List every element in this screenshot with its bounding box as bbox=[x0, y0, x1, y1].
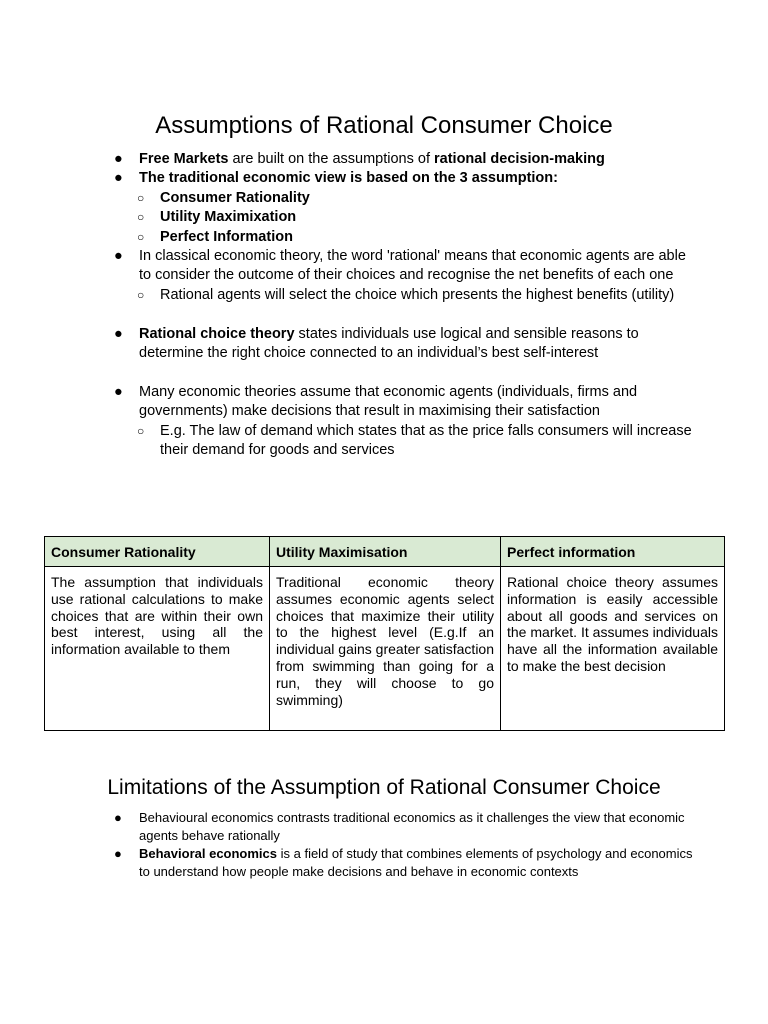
spacer bbox=[114, 305, 694, 324]
sub-bullet-icon: ○ bbox=[137, 210, 145, 225]
sub-list-item bbox=[114, 286, 694, 305]
bold-text: Behavioral economics bbox=[139, 846, 277, 861]
sub-list-item bbox=[114, 422, 694, 461]
table-cell: Traditional economic theory assumes economic agents select choices that maximize their utility to the highest level (E.g.If an individual gains greater satisfaction from swimming than going for a run, they will choose to go swimming) bbox=[270, 567, 501, 731]
text: In classical economic theory, the word 'rational' means that economic agents are able to consider the outcome of their choices and recognise the net benefits of each one bbox=[139, 248, 686, 284]
table-cell: Rational choice theory assumes information is easily accessible about all goods and services on the market. It assumes individuals have all the information available to make the best decision bbox=[501, 567, 725, 731]
bold-text: The traditional economic view is based on the 3 assumption: bbox=[139, 170, 558, 187]
text: are built on the assumptions of bbox=[228, 151, 435, 167]
section-title: Limitations of the Assumption of Rational Consumer Choice bbox=[107, 776, 661, 799]
bullet-icon: ● bbox=[114, 248, 123, 265]
sub-bullet-icon: ○ bbox=[137, 229, 145, 244]
bold-text: Free Markets bbox=[139, 151, 229, 167]
table-header-cell: Consumer Rationality bbox=[45, 537, 270, 567]
sub-list bbox=[114, 189, 694, 247]
table-header-cell: Utility Maximisation bbox=[270, 537, 501, 567]
sub-list-item bbox=[114, 208, 694, 227]
bullet-icon: ● bbox=[114, 846, 122, 861]
bullet-icon: ● bbox=[114, 170, 123, 187]
text: E.g. The law of demand which states that as the price falls consumers will increase their demand for goods and services bbox=[160, 422, 692, 459]
bullet-icon: ● bbox=[114, 810, 122, 825]
text: states individuals use logical and sensible reasons to determine the right choice connected to an individual’s best self-interest bbox=[139, 325, 639, 362]
sub-bullet-icon: ○ bbox=[137, 287, 145, 302]
sub-list bbox=[114, 422, 694, 461]
table-cell: The assumption that individuals use rational calculations to make choices that are within their own best interest, using all the information available to them bbox=[45, 567, 270, 731]
list-item bbox=[114, 150, 694, 169]
table-header-cell: Perfect information bbox=[501, 537, 725, 567]
sub-list bbox=[114, 286, 694, 305]
text: Behavioural economics contrasts traditional economics as it challenges the view that economic agents behave rationally bbox=[139, 810, 685, 843]
bold-text: Perfect Information bbox=[160, 228, 293, 245]
text: is a field of study that combines elements of psychology and economics to understand how people make decisions and behave in economic contexts bbox=[139, 846, 693, 879]
limitations-list bbox=[114, 809, 694, 881]
spacer bbox=[114, 363, 694, 382]
bold-text: Rational choice theory bbox=[139, 325, 295, 342]
text: Rational agents will select the choice which presents the highest benefits (utility) bbox=[160, 286, 675, 303]
assumptions-table bbox=[44, 536, 725, 731]
sub-bullet-icon: ○ bbox=[137, 423, 145, 438]
assumptions-list bbox=[114, 150, 694, 460]
bold-text: rational decision-making bbox=[434, 151, 605, 167]
bullet-icon: ● bbox=[114, 151, 123, 167]
list-item bbox=[114, 325, 694, 364]
bullet-icon: ● bbox=[114, 383, 123, 400]
sub-bullet-icon: ○ bbox=[137, 190, 145, 205]
page-title: Assumptions of Rational Consumer Choice bbox=[155, 112, 613, 139]
list-item bbox=[114, 383, 694, 461]
list-item bbox=[114, 247, 694, 305]
bullet-icon: ● bbox=[114, 325, 123, 342]
sub-list-item bbox=[114, 189, 694, 208]
list-item bbox=[114, 809, 694, 845]
text: Many economic theories assume that economic agents (individuals, firms and governments) make decisions that result in maximising their satisfaction bbox=[139, 383, 638, 420]
table-row bbox=[45, 567, 725, 731]
bold-text: Consumer Rationality bbox=[160, 189, 310, 206]
list-item bbox=[114, 169, 694, 247]
table-header-row bbox=[45, 537, 725, 567]
sub-list-item bbox=[114, 228, 694, 247]
bold-text: Utility Maximixation bbox=[160, 209, 297, 226]
list-item bbox=[114, 845, 694, 881]
